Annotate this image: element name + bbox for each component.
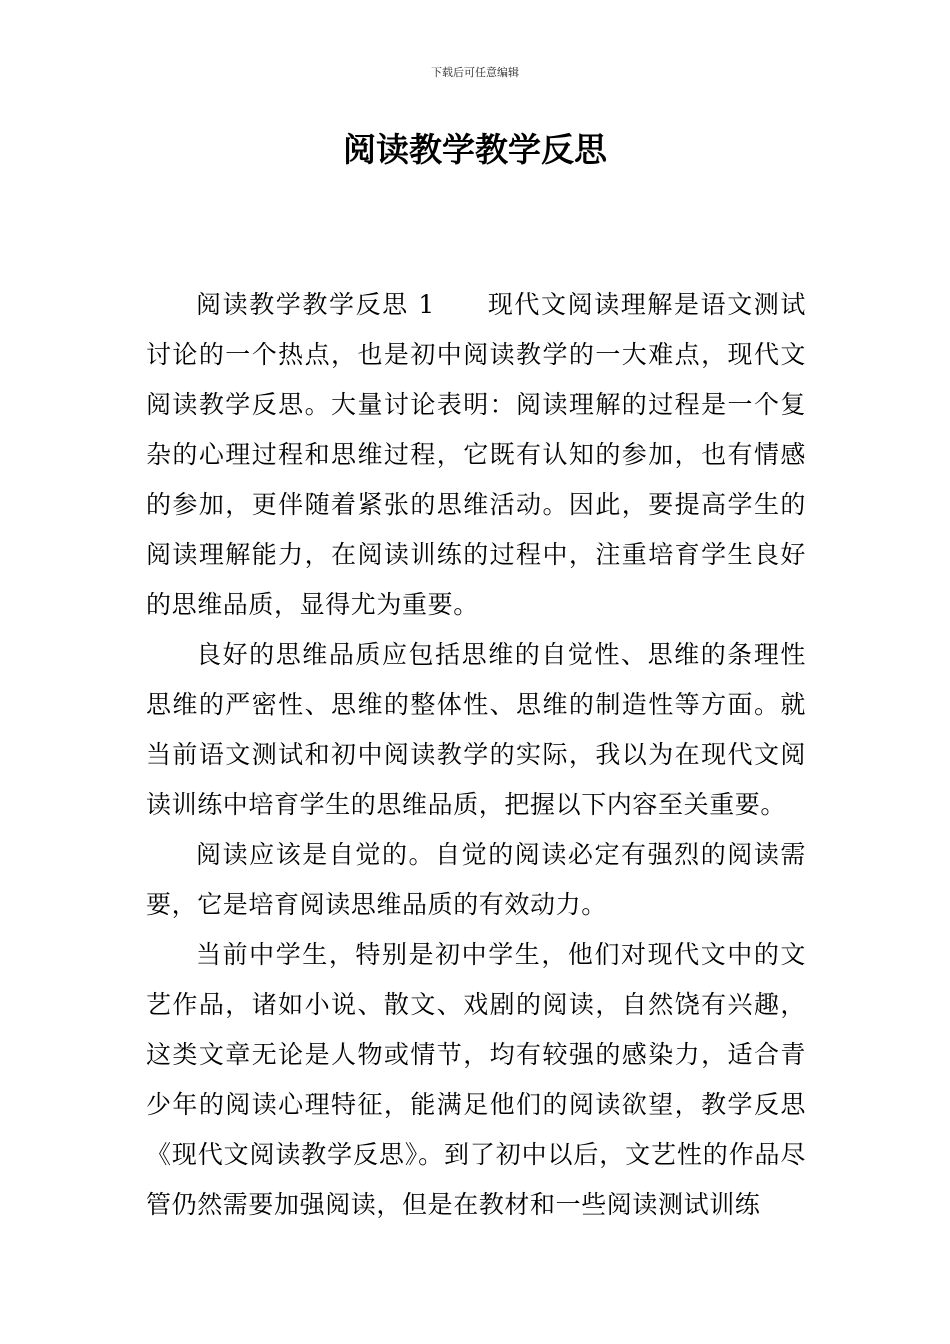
paragraph-1 bbox=[146, 280, 806, 630]
paragraph-2: 良好的思维品质应包括思维的自觉性、思维的条理性思维的严密性、思维的整体性、思维的制造性等方面。就当前语文测试和初中阅读教学的实际，我以为在现代文阅读训练中培育学生的思维品质，把握以下内容至关重要。 bbox=[146, 640, 806, 819]
section-heading: 阅读教学教学反思 1 bbox=[196, 290, 435, 319]
document-body bbox=[146, 280, 806, 1230]
paragraph-4: 当前中学生，特别是初中学生，他们对现代文中的文艺作品，诸如小说、散文、戏剧的阅读，自然饶有兴趣，这类文章无论是人物或情节，均有较强的感染力，适合青少年的阅读心理特征，能满足他们的阅读欲望，教学反思《现代文阅读教学反思》。到了初中以后，文艺性的作品尽管仍然需要加强阅读，但是在教材和一些阅读测试训练 bbox=[146, 940, 806, 1219]
document-title: 阅读教学教学反思 bbox=[343, 130, 607, 169]
header-note: 下载后可任意编辑 bbox=[431, 66, 519, 79]
paragraph-3: 阅读应该是自觉的。自觉的阅读必定有强烈的阅读需要，它是培育阅读思维品质的有效动力。 bbox=[146, 840, 806, 919]
paragraph-1-text: 现代文阅读理解是语文测试讨论的一个热点，也是初中阅读教学的一大难点，现代文阅读教学反思。大量讨论表明：阅读理解的过程是一个复杂的心理过程和思维过程，它既有认知的参加，也有情感的参加，更伴随着紧张的思维活动。因此，要提高学生的阅读理解能力，在阅读训练的过程中，注重培育学生良好的思维品质，显得尤为重要。 bbox=[146, 290, 806, 619]
